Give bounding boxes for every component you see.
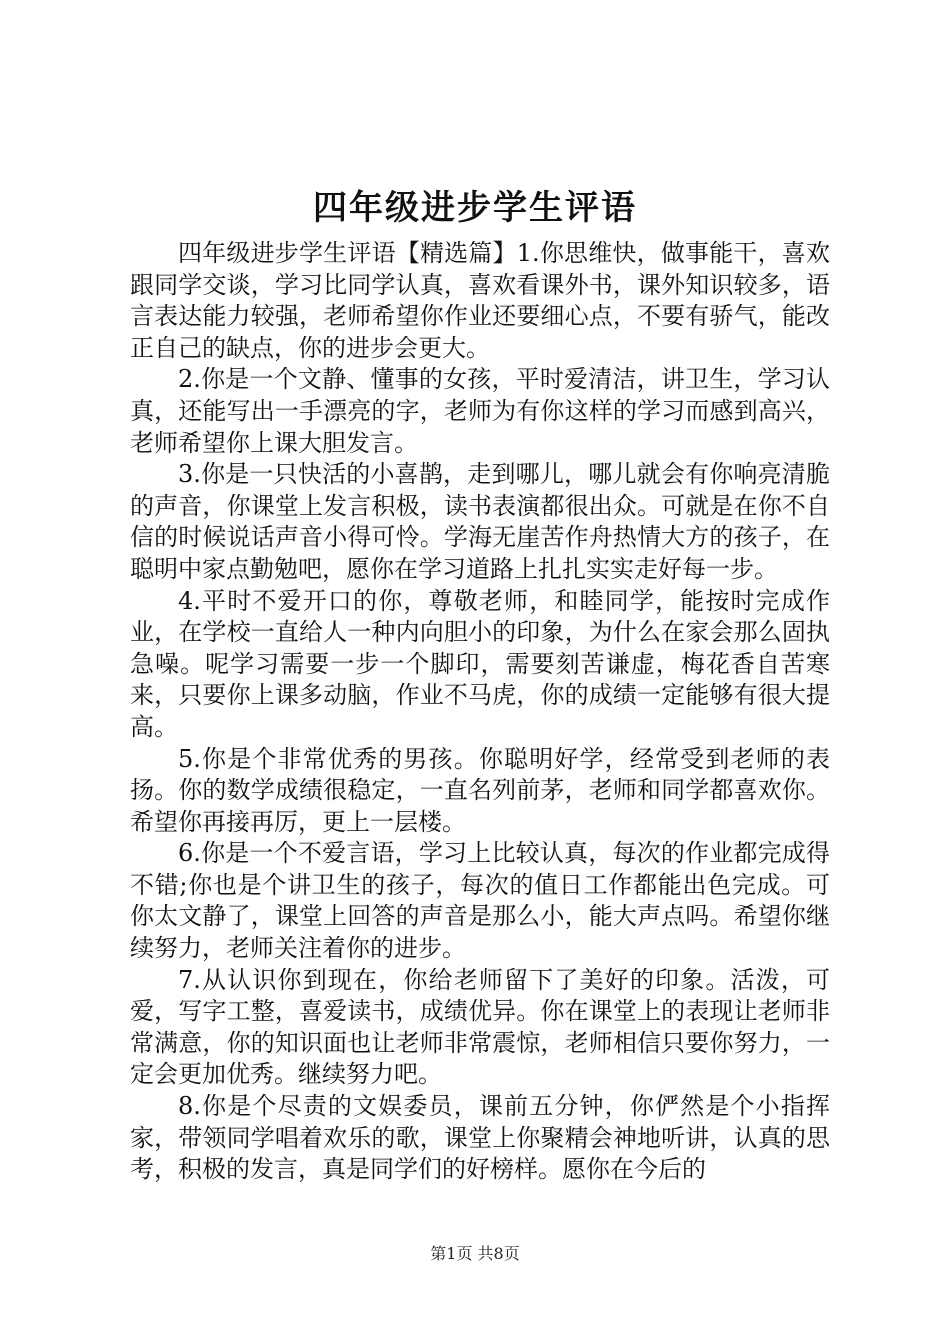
paragraph-6: 6.你是一个不爱言语，学习上比较认真，每次的作业都完成得不错;你也是个讲卫生的孩子，每次的值日工作都能出色完成。可你太文静了，课堂上回答的声音是那么小，能大声点吗。希望你继续努力，老师关注着你的进步。 bbox=[130, 839, 830, 963]
paragraph-7: 7.从认识你到现在，你给老师留下了美好的印象。活泼，可爱，写字工整，喜爱读书，成绩优异。你在课堂上的表现让老师非常满意，你的知识面也让老师非常震惊，老师相信只要你努力，一定会更加优秀。继续努力吧。 bbox=[130, 965, 830, 1089]
document-title: 四年级进步学生评语 bbox=[313, 188, 637, 228]
paragraph-2: 2.你是一个文静、懂事的女孩，平时爱清洁，讲卫生，学习认真，还能写出一手漂亮的字，老师为有你这样的学习而感到高兴，老师希望你上课大胆发言。 bbox=[130, 365, 830, 457]
paragraph-5: 5.你是个非常优秀的男孩。你聪明好学，经常受到老师的表扬。你的数学成绩很稳定，一直名列前茅，老师和同学都喜欢你。希望你再接再厉，更上一层楼。 bbox=[130, 744, 830, 836]
paragraph-8: 8.你是个尽责的文娱委员，课前五分钟，你俨然是个小指挥家，带领同学唱着欢乐的歌，课堂上你聚精会神地听讲，认真的思考，积极的发言，真是同学们的好榜样。愿你在今后的 bbox=[130, 1092, 830, 1184]
document-body bbox=[130, 238, 830, 1186]
paragraph-4: 4.平时不爱开口的你，尊敬老师，和睦同学，能按时完成作业，在学校一直给人一种内向胆小的印象，为什么在家会那么固执急噪。呢学习需要一步一个脚印，需要刻苦谦虚，梅花香自苦寒来，只要你上课多动脑，作业不马虎，你的成绩一定能够有很大提高。 bbox=[130, 586, 830, 741]
paragraph-1: 四年级进步学生评语【精选篇】1.你思维快，做事能干，喜欢跟同学交谈，学习比同学认真，喜欢看课外书，课外知识较多，语言表达能力较强，老师希望你作业还要细心点，不要有骄气，能改正自己的缺点，你的进步会更大。 bbox=[130, 239, 830, 362]
paragraph-3: 3.你是一只快活的小喜鹊，走到哪儿，哪儿就会有你响亮清脆的声音，你课堂上发言积极，读书表演都很出众。可就是在你不自信的时候说话声音小得可怜。学海无崖苦作舟热情大方的孩子，在聪明中家点勤勉吧，愿你在学习道路上扎扎实实走好每一步。 bbox=[130, 460, 830, 583]
page-number-footer: 第1页 共8页 bbox=[430, 1244, 520, 1263]
